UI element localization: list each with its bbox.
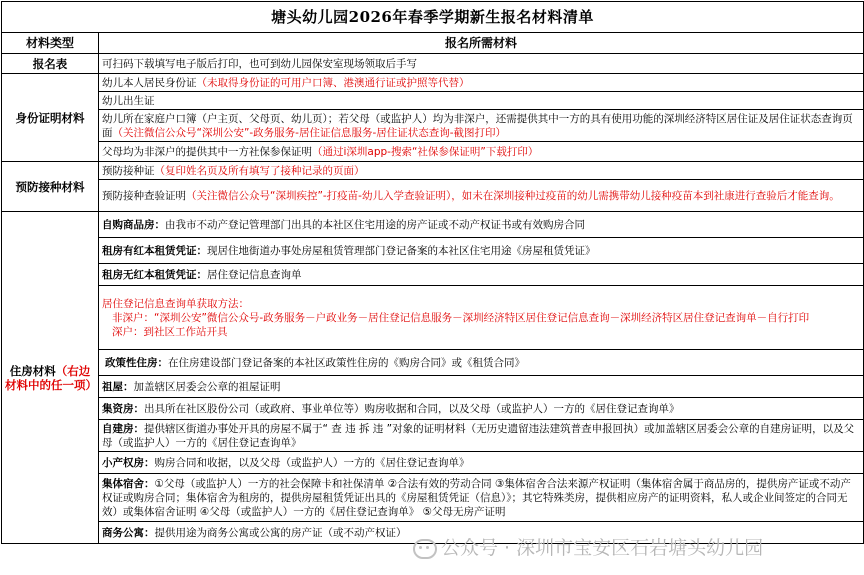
housing-row [2, 452, 864, 474]
vaccination-item-note: （复印姓名页及所有填写了接种记录的页面） [154, 164, 365, 177]
identity-item-note: （未取得身份证的可用户口簿、港澳通行证或护照等代替） [196, 76, 470, 89]
vaccination-item [99, 180, 864, 212]
category-housing-note: （右边材料中的任一项） [5, 363, 97, 392]
housing-item-label: 祖屋： [102, 380, 134, 393]
housing-item-label: 集体宿舍： [102, 477, 155, 490]
housing-item-label: 租房无红本租赁凭证： [102, 268, 207, 281]
housing-row [2, 420, 864, 452]
housing-item [99, 420, 864, 452]
identity-item-note: （关注微信公众号“深圳公安”-政务服务-居住证信息服务-居住证状态查询-截图打印） [112, 126, 507, 139]
identity-item [99, 74, 864, 92]
housing-item-label: 集资房： [102, 402, 144, 415]
column-header-type: 材料类型 [2, 33, 99, 54]
vaccination-item-text: 预防接种查验证明 [102, 189, 186, 202]
housing-method-item [99, 286, 864, 350]
housing-item-text: 由我市不动产登记管理部门出具的本社区住宅用途的房产证或不动产权证书或有效购房合同 [165, 218, 585, 231]
checklist-sheet [1, 1, 863, 573]
registration-text: 可扫码下载填写电子版后打印，也可到幼儿园保安室现场领取后手写 [99, 54, 864, 74]
vaccination-row [2, 162, 864, 180]
category-registration: 报名表 [2, 54, 99, 74]
method-line: 深户：到社区工作站开具 [112, 325, 228, 338]
housing-item-text: 居住登记信息查询单 [207, 268, 302, 281]
sheet-title: 塘头幼儿园2026年春季学期新生报名材料清单 [2, 2, 864, 33]
housing-item-text: 提供用途为商务公寓或公寓的房产证（或不动产权证） [154, 526, 407, 539]
identity-item-text: 幼儿出生证 [102, 94, 155, 107]
housing-item-text: 现居住地街道办事处房屋租赁管理部门登记备案的本社区住宅用途《房屋租赁凭证》 [207, 244, 596, 257]
housing-item [99, 452, 864, 474]
housing-item [99, 212, 864, 238]
identity-row [2, 142, 864, 162]
housing-item-text: 提供辖区街道办事处开具的房屋不属于“ 查 违 拆 违 ”对象的证明材料（无历史遗留违法建筑普查申报回执）或加盖辖区居委会公章的自建房证明，以及父母（或监护人）一方的《居住登记查询单》 [102, 422, 855, 449]
housing-row [2, 264, 864, 286]
housing-row [2, 350, 864, 376]
housing-item [99, 398, 864, 420]
housing-row [2, 522, 864, 544]
column-header-materials: 报名所需材料 [99, 33, 864, 54]
housing-item-label: 自购商品房： [102, 218, 165, 231]
method-line: 非深户：“深圳公安”微信公众号-政务服务－户政业务－居住登记信息服务－深圳经济特区居住登记信息查询－深圳经济特区居住登记查询单－自行打印 [112, 311, 810, 324]
vaccination-item-note: （关注微信公众号“深圳疾控”-打疫苗-幼儿入学查验证明），如未在深圳接种过疫苗的幼儿需携带幼儿接种疫苗本到社康进行查验后才能查询。 [186, 189, 840, 202]
housing-item-text: 加盖辖区居委会公章的祖屋证明 [133, 380, 281, 393]
identity-item [99, 92, 864, 110]
materials-table [1, 1, 864, 544]
identity-row [2, 110, 864, 142]
title-row [2, 2, 864, 33]
category-housing [2, 212, 99, 544]
identity-row [2, 74, 864, 92]
registration-row [2, 54, 864, 74]
housing-item-label: 租房有红本租赁凭证： [102, 244, 207, 257]
housing-item [99, 522, 864, 544]
housing-item [99, 474, 864, 522]
category-identity: 身份证明材料 [2, 74, 99, 162]
vaccination-item [99, 162, 864, 180]
housing-item-label: 商务公寓： [102, 526, 155, 539]
identity-item-note: （通过i深圳app-搜索“社保参保证明”下载打印） [312, 145, 539, 158]
identity-item [99, 142, 864, 162]
housing-row [2, 398, 864, 420]
method-line: 居住登记信息查询单获取方法： [102, 297, 249, 310]
vaccination-item-text: 预防接种证 [102, 164, 155, 177]
housing-item-label: 政策性住房： [105, 356, 168, 369]
housing-item-label: 自建房： [102, 422, 144, 435]
housing-item [99, 264, 864, 286]
housing-item [99, 376, 864, 398]
identity-item-text: 幼儿所在家庭户口簿（户主页、父母页、幼儿页）；若父母（或监护人）均为非深户，还需提供其中一方的具有使用功能的深圳经济特区居住证及居住证状态查询页面 [102, 112, 853, 139]
housing-item [99, 238, 864, 264]
identity-item-text: 幼儿本人居民身份证 [102, 76, 197, 89]
identity-item-text: 父母均为非深户的提供其中一方社保参保证明 [102, 145, 312, 158]
housing-row [2, 474, 864, 522]
housing-row [2, 212, 864, 238]
housing-item-text: 出具所在社区股份公司（或政府、事业单位等）购房收据和合同，以及父母（或监护人）一方的《居住登记查询单》 [144, 402, 680, 415]
housing-item [99, 350, 864, 376]
housing-item-text: ①父母（或监护人）一方的社会保障卡和社保清单 ②合法有效的劳动合同 ③集体宿舍合法来源产权证明（集体宿舍属于商品房的，提供房产证或不动产权证或购房合同；集体宿舍为租房的，提供房屋租赁凭证出具的《房屋租赁凭证（信息）》；其它特殊类房，提供相应房产的证明资料，私人或企业间签定的合同无效）或集体宿舍证明 ④父母（或监护人）一方的《居住登记查询单》 ⑤父母无房产证明 [102, 477, 851, 518]
housing-row [2, 286, 864, 350]
housing-item-text: 购房合同和收据，以及父母（或监护人）一方的《居住登记查询单》 [154, 456, 470, 469]
vaccination-row [2, 180, 864, 212]
housing-row [2, 376, 864, 398]
identity-row [2, 92, 864, 110]
housing-row [2, 238, 864, 264]
identity-item [99, 110, 864, 142]
header-row [2, 33, 864, 54]
category-vaccination: 预防接种材料 [2, 162, 99, 212]
housing-item-text: 在住房建设部门登记备案的本社区政策性住房的《购房合同》或《租赁合同》 [168, 356, 525, 369]
category-housing-label: 住房材料 [9, 363, 56, 378]
watermark-text: 公众号 · 深圳市宝安区石岩塘头幼儿园 [441, 537, 764, 559]
housing-item-label: 小产权房： [102, 456, 155, 469]
